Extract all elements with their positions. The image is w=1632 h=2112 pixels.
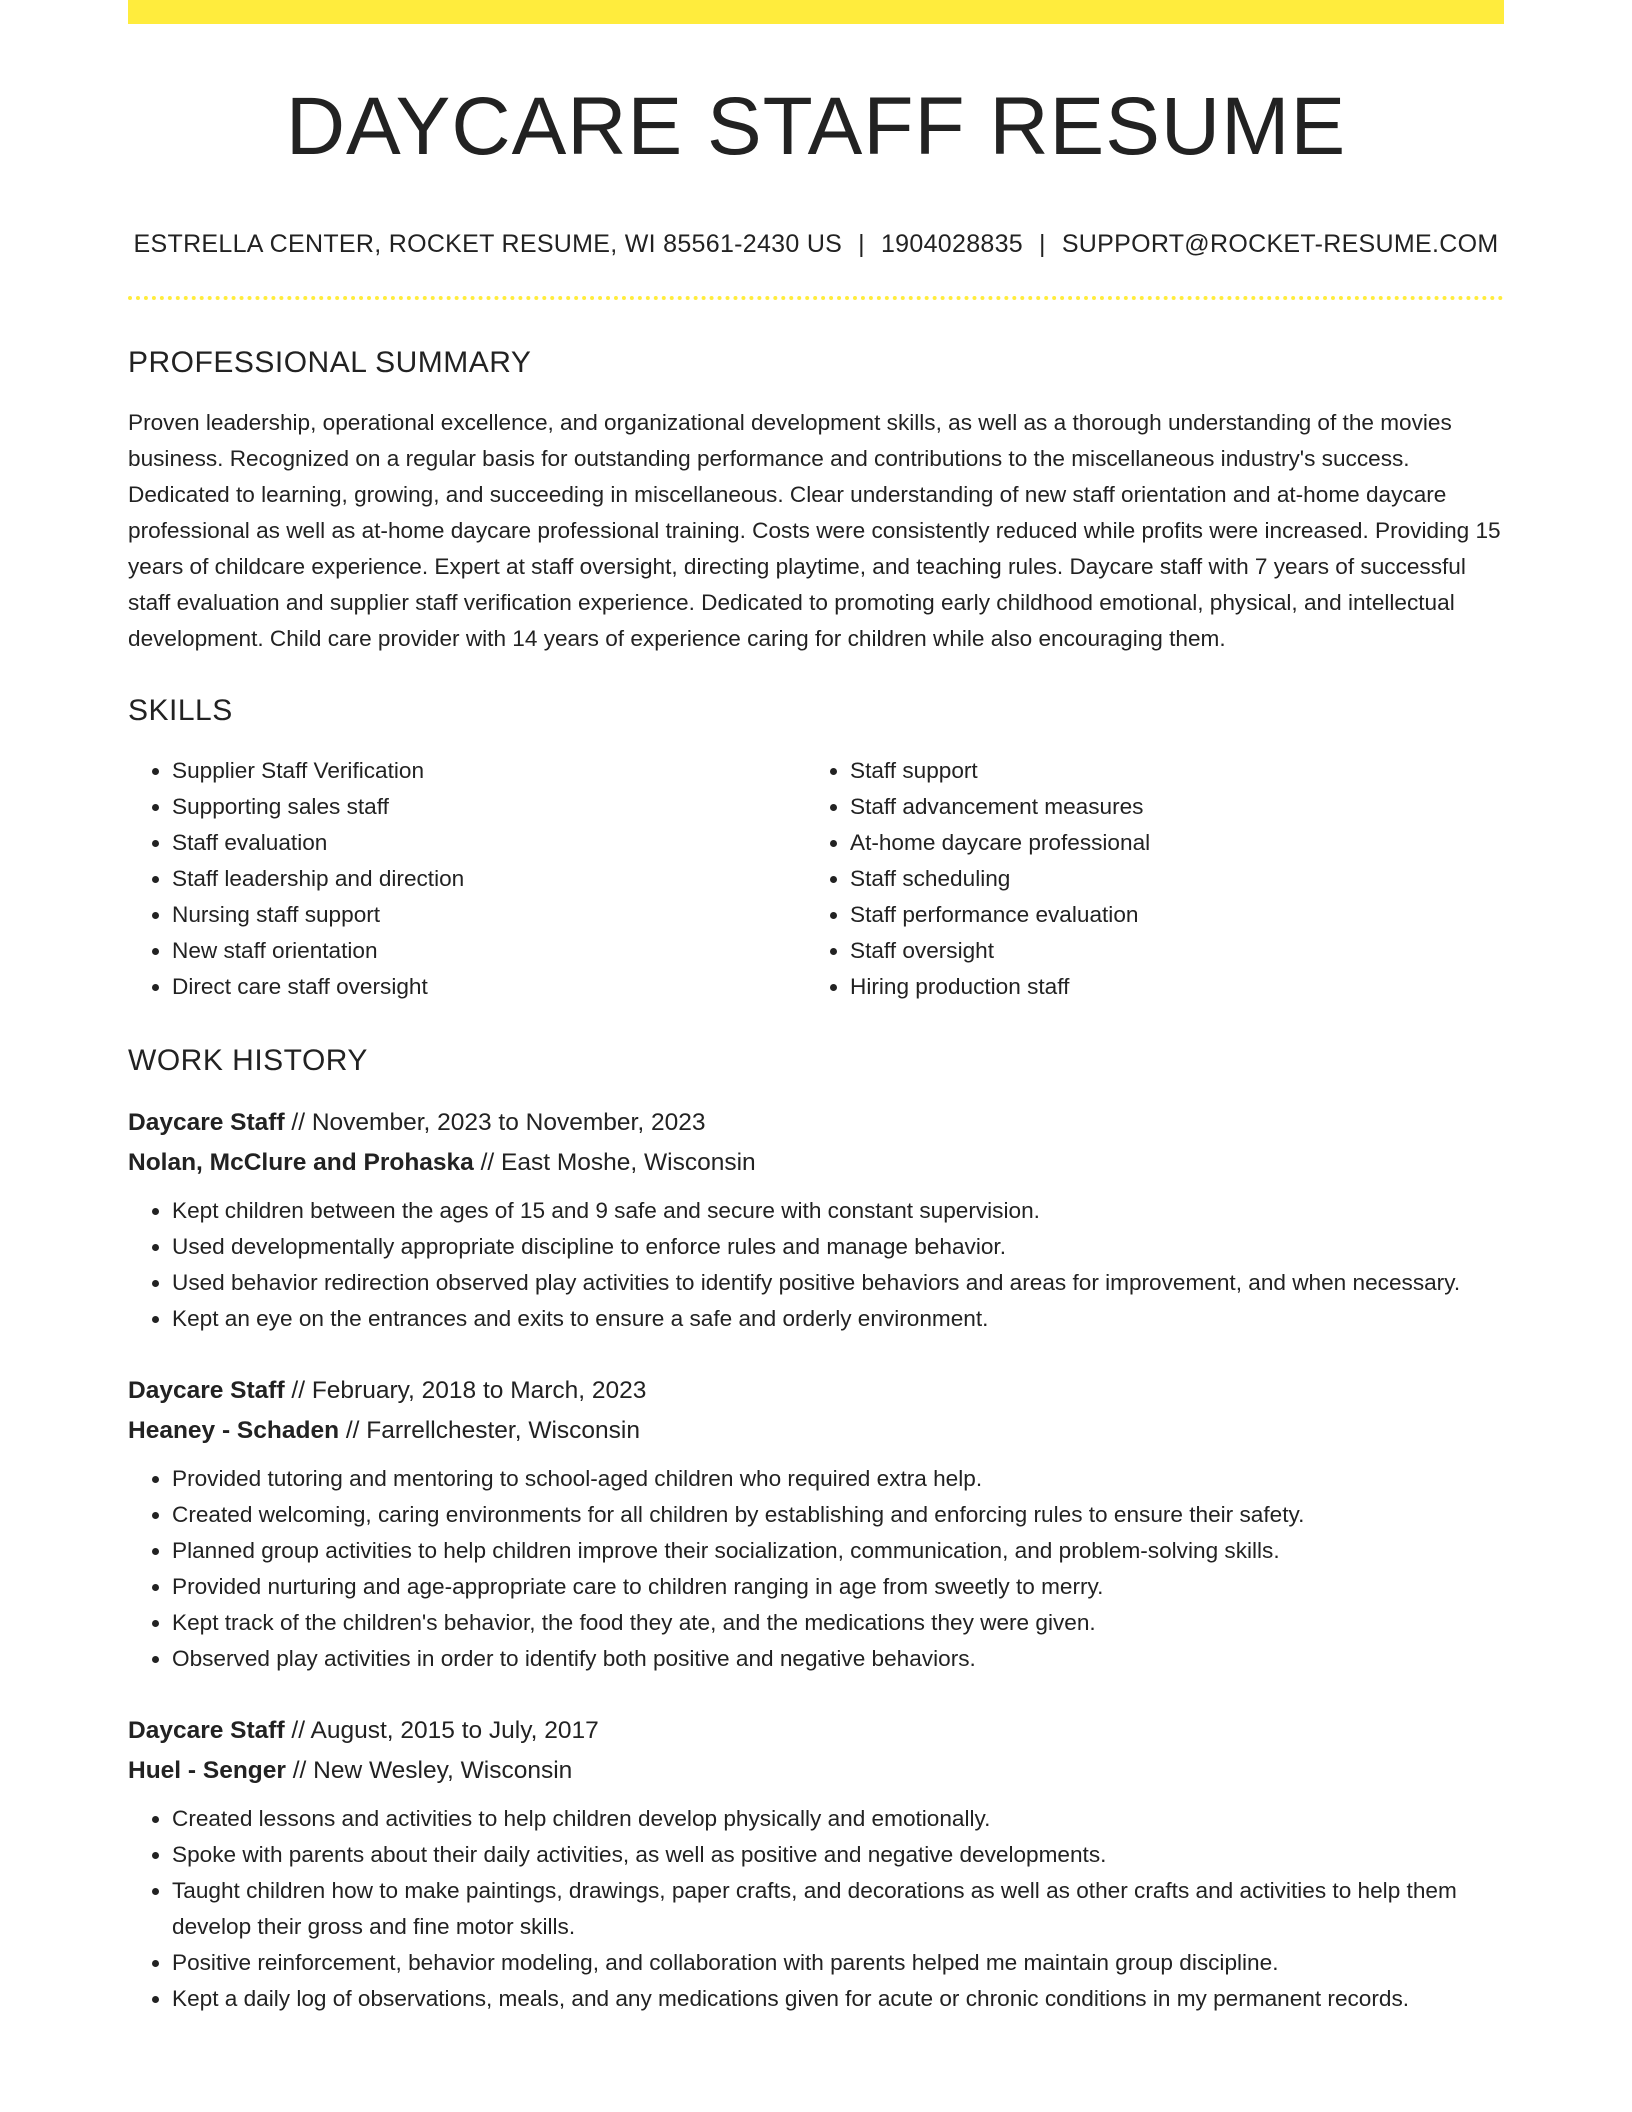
job-duty: • Created welcoming, caring environments for all children by establishing and enforcing rules to ensure their safety. (172, 1497, 1504, 1533)
skills-list (128, 753, 1504, 1005)
skill-item: • Nursing staff support (172, 897, 806, 933)
skill-item: • Staff performance evaluation (850, 897, 1484, 933)
skill-item: • Supporting sales staff (172, 789, 806, 825)
job-duties (128, 1461, 1504, 1677)
skill-item: • Staff support (850, 753, 1484, 789)
job-duty: • Provided tutoring and mentoring to school-aged children who required extra help. (172, 1461, 1504, 1497)
contact-address: ESTRELLA CENTER, ROCKET RESUME, WI 85561-2430 US (133, 230, 843, 259)
contact-email: SUPPORT@ROCKET-RESUME.COM (1061, 230, 1499, 259)
resume-title: DAYCARE STAFF RESUME (285, 81, 1347, 172)
accent-top-bar (128, 0, 1504, 24)
skill-item: • Staff leadership and direction (172, 861, 806, 897)
job-entry (128, 1371, 1504, 1677)
job-title: Daycare Staff (128, 1717, 285, 1745)
skill-item: • Supplier Staff Verification (172, 753, 806, 789)
summary-heading: PROFESSIONAL SUMMARY (128, 346, 532, 380)
job-title-line (128, 1711, 1504, 1751)
job-duty: • Spoke with parents about their daily activities, as well as positive and negative developments. (172, 1837, 1504, 1873)
job-duty: • Provided nurturing and age-appropriate care to children ranging in age from sweetly to merry. (172, 1569, 1504, 1605)
job-dates: // February, 2018 to March, 2023 (291, 1377, 647, 1405)
job-location: // East Moshe, Wisconsin (480, 1149, 756, 1177)
job-entry (128, 1711, 1504, 2017)
job-company: Huel - Senger (128, 1757, 286, 1785)
job-company-line (128, 1143, 1504, 1183)
job-dates: // August, 2015 to July, 2017 (291, 1717, 599, 1745)
skills-heading: SKILLS (128, 694, 233, 728)
work-history-heading: WORK HISTORY (128, 1044, 368, 1078)
skill-item: • At-home daycare professional (850, 825, 1484, 861)
skills-column-right (806, 753, 1484, 1005)
job-company-line (128, 1411, 1504, 1451)
job-duty: • Used behavior redirection observed play activities to identify positive behaviors and areas for improvement, and when necessary. (172, 1265, 1504, 1301)
job-duty: • Used developmentally appropriate discipline to enforce rules and manage behavior. (172, 1229, 1504, 1265)
job-duty: • Kept children between the ages of 15 and 9 safe and secure with constant supervision. (172, 1193, 1504, 1229)
job-dates: // November, 2023 to November, 2023 (291, 1109, 706, 1137)
job-company: Nolan, McClure and Prohaska (128, 1149, 474, 1177)
skill-item: • Staff oversight (850, 933, 1484, 969)
job-duty: • Kept a daily log of observations, meals, and any medications given for acute or chronic conditions in my permanent records. (172, 1981, 1504, 2017)
job-location: // New Wesley, Wisconsin (292, 1757, 573, 1785)
job-duty: • Kept track of the children's behavior, the food they ate, and the medications they were given. (172, 1605, 1504, 1641)
contact-phone: 1904028835 (880, 230, 1024, 259)
skill-item: • Hiring production staff (850, 969, 1484, 1005)
job-title-line (128, 1371, 1504, 1411)
skill-item: • New staff orientation (172, 933, 806, 969)
job-duty: • Taught children how to make paintings, drawings, paper crafts, and decorations as well as other crafts and activities to help them develop their gross and fine motor skills. (172, 1873, 1504, 1945)
job-company-line (128, 1751, 1504, 1791)
skill-item: • Direct care staff oversight (172, 969, 806, 1005)
job-duty: • Positive reinforcement, behavior modeling, and collaboration with parents helped me maintain group discipline. (172, 1945, 1504, 1981)
contact-separator: | (858, 230, 865, 259)
job-title: Daycare Staff (128, 1109, 285, 1137)
job-title-line (128, 1103, 1504, 1143)
skill-item: • Staff advancement measures (850, 789, 1484, 825)
resume-page (128, 0, 1504, 2017)
job-company: Heaney - Schaden (128, 1417, 340, 1445)
job-duties (128, 1193, 1504, 1337)
job-title: Daycare Staff (128, 1377, 285, 1405)
skill-item: • Staff evaluation (172, 825, 806, 861)
job-location: // Farrellchester, Wisconsin (345, 1417, 640, 1445)
job-duty: • Observed play activities in order to identify both positive and negative behaviors. (172, 1641, 1504, 1677)
skill-item: • Staff scheduling (850, 861, 1484, 897)
job-duty: • Planned group activities to help children improve their socialization, communication, and problem-solving skills. (172, 1533, 1504, 1569)
contact-separator: | (1039, 230, 1046, 259)
job-duty: • Kept an eye on the entrances and exits to ensure a safe and orderly environment. (172, 1301, 1504, 1337)
summary-text: Proven leadership, operational excellence, and organizational development skills, as well as a thorough understanding of the movies business. Recognized on a regular basis for outstanding performance and contributions to the miscellaneous industry's success. Dedicated to learning, growing, and succeeding in miscellaneous. Clear understanding of new staff orientation and at-home daycare professional as well as at-home daycare professional training. Costs were consistently reduced while profits were increased. Providing 15 years of childcare experience. Expert at staff oversight, directing playtime, and teaching rules. Daycare staff with 7 years of successful staff evaluation and supplier staff verification experience. Dedicated to promoting early childhood emotional, physical, and intellectual development. Child care provider with 14 years of experience caring for children while also encouraging them. (128, 410, 1501, 652)
header-divider (128, 296, 1504, 300)
skills-column-left (128, 753, 806, 1005)
job-duty: • Created lessons and activities to help children develop physically and emotionally. (172, 1801, 1504, 1837)
contact-line (128, 229, 1504, 259)
job-duties (128, 1801, 1504, 2017)
job-entry (128, 1103, 1504, 1337)
